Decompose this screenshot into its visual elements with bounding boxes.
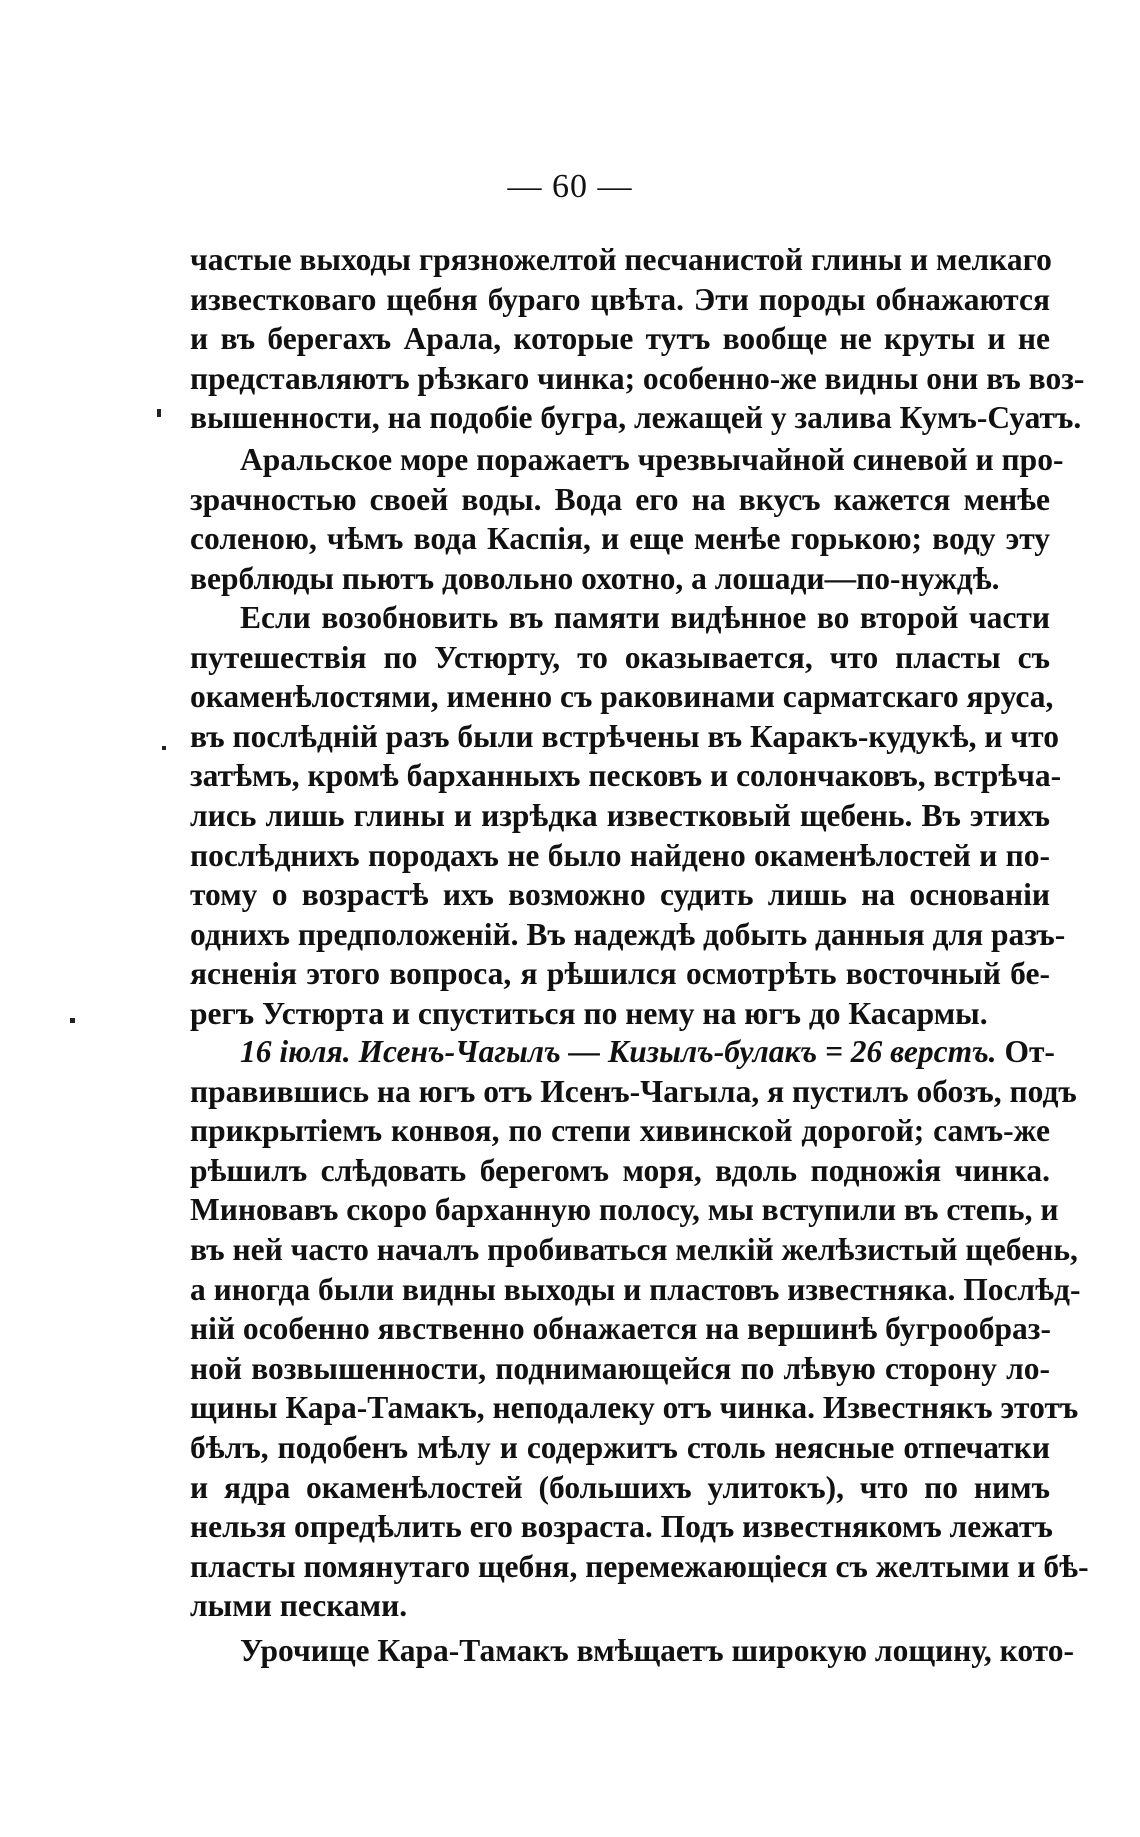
text-line: нельзя опредѣлить его возраста. Подъ известнякомъ лежатъ — [190, 1509, 1053, 1545]
text-line: однихъ предположеній. Въ надеждѣ добыть данныя для разъ- — [190, 916, 1066, 952]
paragraph-5 — [190, 1631, 1074, 1671]
text-line — [190, 1032, 1055, 1072]
text-line: путешествія по Устюрту, то оказывается, что пласты съ — [190, 639, 1050, 675]
text-line: пласты помянутаго щебня, перемежающіеся съ желтыми и бѣ- — [190, 1548, 1089, 1584]
text-line: прикрытіемъ конвоя, по степи хивинской дорогой; самъ-же — [190, 1113, 1050, 1149]
text-line: частые выходы грязножелтой песчанистой глины и мелкаго — [190, 242, 1052, 277]
text-line: Урочище Кара-Тамакъ вмѣщаетъ широкую лощину, кото- — [240, 1633, 1074, 1668]
text-line: лись лишь глины и изрѣдка известковый щебень. Въ этихъ — [190, 797, 1050, 833]
text-line: ной возвышенности, поднимающейся по лѣвую сторону ло- — [190, 1350, 1050, 1386]
text-line: окаменѣлостями, именно съ раковинами сарматскаго яруса, — [190, 679, 1054, 715]
margin-speck — [157, 409, 161, 417]
text-line: а иногда были видны выходы и пластовъ известняка. Послѣд- — [190, 1271, 1081, 1307]
text-line: вышенности, на подобіе бугра, лежащей у залива Кумъ-Суатъ. — [190, 400, 1082, 436]
date-heading: 16 іюля. Исенъ-Чагылъ — Кизылъ-булакъ = 26 верстъ. — [240, 1034, 997, 1069]
text-line: лыми песками. — [190, 1588, 408, 1624]
margin-speck — [70, 1018, 75, 1023]
text-line: Если возобновить въ памяти видѣнное во второй части — [240, 600, 1050, 635]
heading-tail: От- — [1004, 1034, 1055, 1069]
text-line: ясненія этого вопроса, я рѣшился осмотрѣть восточный бе- — [190, 956, 1050, 992]
text-line: затѣмъ, кромѣ барханныхъ песковъ и солончаковъ, встрѣча- — [190, 758, 1062, 794]
paragraph-4 — [190, 1032, 1089, 1626]
text-line: Аральское море поражаетъ чрезвычайной синевой и про- — [240, 442, 1064, 477]
text-line: зрачностью своей воды. Вода его на вкусъ кажется менѣе — [190, 481, 1050, 517]
text-line: представляютъ рѣзкаго чинка; особенно-же видны они въ воз- — [190, 360, 1085, 396]
text-line: рѣшилъ слѣдовать берегомъ моря, вдоль подножія чинка. — [190, 1152, 1050, 1188]
text-line: и въ берегахъ Арала, которые тутъ вообще не круты и не — [190, 321, 1050, 357]
text-line: верблюды пьютъ довольно охотно, а лошади—по-нуждѣ. — [190, 560, 1000, 596]
text-line: известковаго щебня бураго цвѣта. Эти породы обнажаются — [190, 281, 1050, 317]
text-line: бѣлъ, подобенъ мѣлу и содержитъ столь неясные отпечатки — [190, 1429, 1050, 1465]
paragraph-3 — [190, 598, 1066, 1034]
text-line: и ядра окаменѣлостей (большихъ улитокъ), что по нимъ — [190, 1469, 1050, 1505]
text-line: тому о возрастѣ ихъ возможно судить лишь на основаніи — [190, 877, 1050, 913]
text-line: регъ Устюрта и спуститься по нему на югъ до Касармы. — [190, 995, 988, 1031]
text-line: ній особенно явственно обнажается на вершинѣ бугрообраз- — [190, 1311, 1051, 1347]
text-line: соленою, чѣмъ вода Каспія, и еще менѣе горькою; воду эту — [190, 521, 1050, 557]
page-number: — 60 — — [507, 168, 633, 205]
text-line: правившись на югъ отъ Исенъ-Чагыла, я пустилъ обозъ, подъ — [190, 1073, 1077, 1109]
text-line: Миновавъ скоро барханную полосу, мы вступили въ степь, и — [190, 1192, 1059, 1228]
text-line: въ ней часто началъ пробиваться мелкій желѣзистый щебень, — [190, 1231, 1078, 1267]
text-line: щины Кара-Тамакъ, неподалеку отъ чинка. Известнякъ этотъ — [190, 1390, 1079, 1426]
text-line: послѣднихъ породахъ не было найдено окаменѣлостей и по- — [190, 837, 1050, 873]
paragraph-2 — [190, 440, 1064, 598]
margin-speck — [162, 746, 166, 750]
text-line: въ послѣдній разъ были встрѣчены въ Каракъ-кудукѣ, и что — [190, 718, 1059, 754]
paragraph-1 — [190, 240, 1085, 438]
